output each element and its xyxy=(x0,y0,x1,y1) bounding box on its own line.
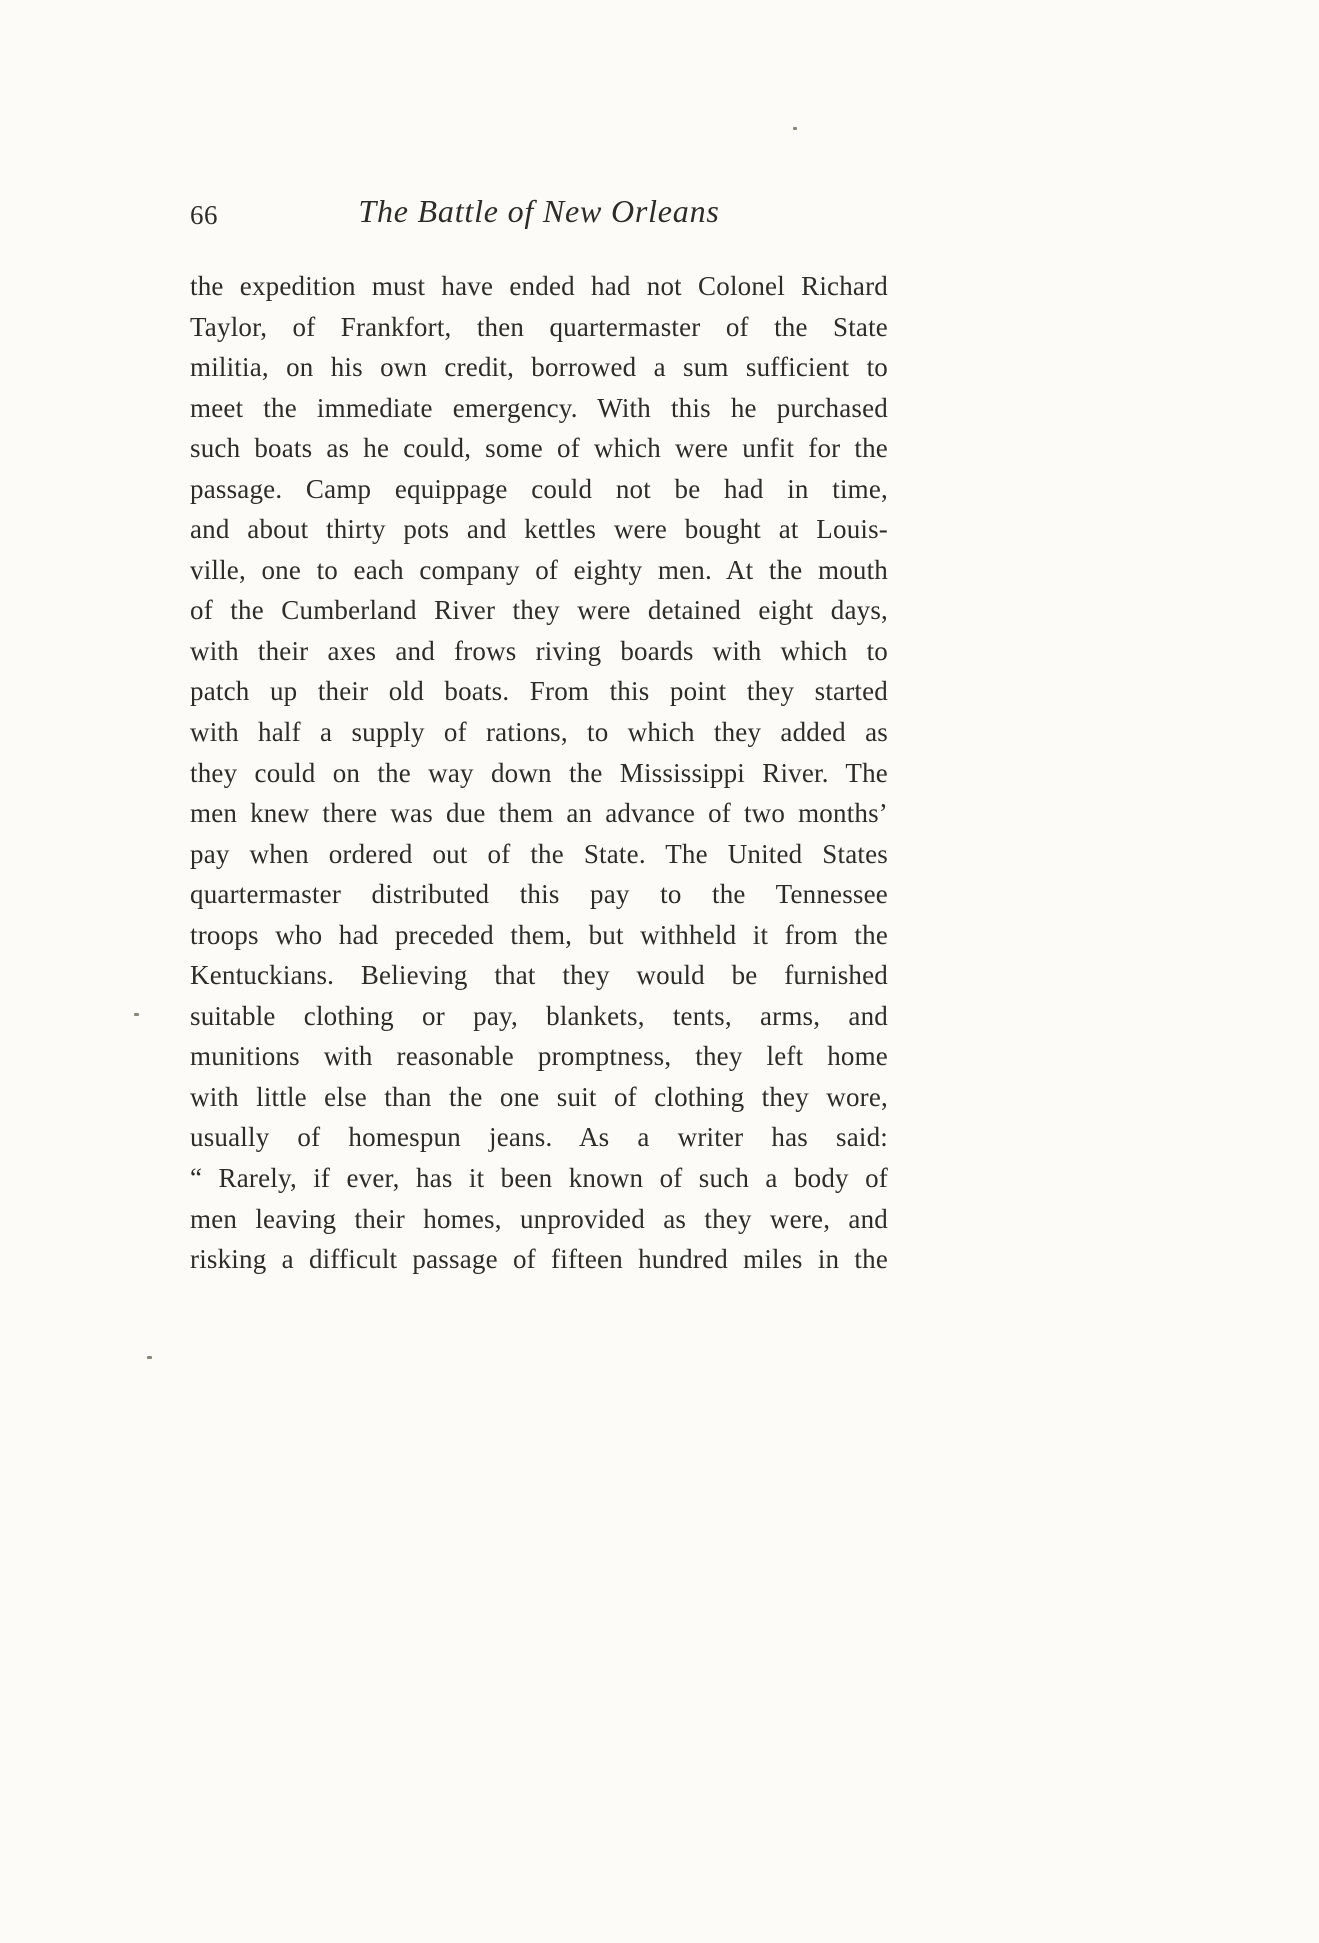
text-line: with their axes and frows riving boards with which to xyxy=(190,635,888,666)
text-line: pay when ordered out of the State. The United States xyxy=(190,838,888,869)
text-line: men leaving their homes, unprovided as they were, and xyxy=(190,1203,888,1234)
text-line: with little else than the one suit of clothing they wore, xyxy=(190,1081,888,1112)
text-line: of the Cumberland River they were detained eight days, xyxy=(190,595,888,626)
text-line: quartermaster distributed this pay to the Tennessee xyxy=(190,879,888,910)
text-line: patch up their old boats. From this point they started xyxy=(190,676,888,707)
text-line: suitable clothing or pay, blankets, tents, arms, and xyxy=(190,1000,888,1031)
body-text xyxy=(190,266,888,1280)
scan-speck xyxy=(134,1013,139,1016)
text-line: with half a supply of rations, to which they added as xyxy=(190,717,888,748)
scan-speck xyxy=(147,1356,152,1359)
text-line: munitions with reasonable promptness, they left home xyxy=(190,1041,888,1072)
text-line: Taylor, of Frankfort, then quartermaster of the State xyxy=(190,311,888,342)
text-line: troops who had preceded them, but withheld it from the xyxy=(190,919,888,950)
text-line: meet the immediate emergency. With this he purchased xyxy=(190,392,888,423)
text-line: militia, on his own credit, borrowed a sum sufficient to xyxy=(190,352,888,383)
text-line: they could on the way down the Mississippi River. The xyxy=(190,757,888,788)
text-line: men knew there was due them an advance of two months’ xyxy=(190,798,888,829)
page-number: 66 xyxy=(190,200,218,230)
text-line: ville, one to each company of eighty men. At the mouth xyxy=(190,554,888,585)
text-line: Kentuckians. Believing that they would be furnished xyxy=(190,960,888,991)
page-header xyxy=(190,193,888,239)
scan-speck xyxy=(793,127,797,130)
text-line: usually of homespun jeans. As a writer has said: xyxy=(190,1122,888,1153)
text-line: risking a difficult passage of fifteen hundred miles in the xyxy=(190,1244,888,1275)
text-line: “ Rarely, if ever, has it been known of such a body of xyxy=(190,1163,888,1194)
text-line: the expedition must have ended had not Colonel Richard xyxy=(190,271,888,301)
running-title: The Battle of New Orleans xyxy=(358,193,720,229)
text-line: passage. Camp equippage could not be had in time, xyxy=(190,473,888,504)
text-line: such boats as he could, some of which were unfit for the xyxy=(190,433,888,464)
text-line: and about thirty pots and kettles were bought at Louis- xyxy=(190,514,888,545)
